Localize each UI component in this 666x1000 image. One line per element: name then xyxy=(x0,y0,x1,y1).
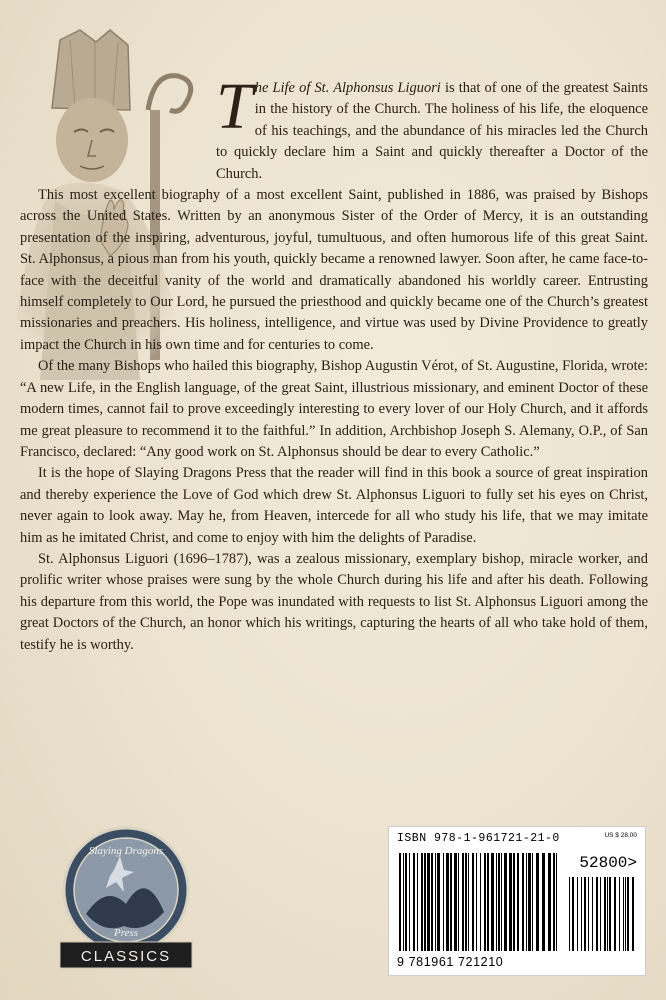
book-title: he Life of St. Alphonsus Liguori xyxy=(254,80,441,96)
drop-cap: T xyxy=(216,70,253,143)
intro-text: is that of one of the greatest Saints in the history of the Church. The holiness of his life, the eloquence of his teachings, and the abundance of his miracles led the Church to quickly declare him a Saint and quickly thereafter a Doctor of the Church. xyxy=(216,80,648,182)
isbn-label: ISBN 978-1-961721-21-0 xyxy=(397,832,560,845)
isbn-digits: 9 781961 721210 xyxy=(397,955,504,969)
seal-bottom-text: Press xyxy=(113,927,139,939)
barcode-bars xyxy=(397,853,637,953)
paragraph-intro xyxy=(216,70,648,185)
paragraph-saint-life: St. Alphonsus Liguori (1696–1787), was a zealous missionary, exemplary bishop, miracle worker, and prolific writer whose praises were sung by the whole Church during his life and after his death. Following his departure from this world, the Pope was inundated with requests to list St. Alphonsus Liguori among the great Doctors of the Church, an honor which his writings, capturing the hearts of all who take hold of them, testify he is worthy. xyxy=(20,550,648,653)
paragraph-bishops: Of the many Bishops who hailed this biography, Bishop Augustin Vérot, of St. Augustine, Florida, wrote: “A new Life, in the English language, of the great Saint, illustrious missionary, and eminent Doctor of these modern times, cannot fail to prove exceedingly interesting to every lover of our Holy Church, and it affords me great pleasure to recommend it to the faithful.” In addition, Archbishop Joseph S. Alemany, O.P., of San Francisco, declared: “Any good work on St. Alphonsus should be dear to every Catholic.” xyxy=(20,358,648,460)
isbn-barcode xyxy=(388,826,646,976)
price-code: 52800> xyxy=(579,854,637,872)
publisher-logo xyxy=(56,824,196,974)
back-cover-text xyxy=(20,70,648,656)
price-label: US $ 28.00 xyxy=(604,832,637,839)
seal-banner-text: CLASSICS xyxy=(80,948,172,965)
paragraph-biography: This most excellent biography of a most excellent Saint, published in 1886, was praised by Bishops across the United States. Written by an anonymous Sister of the Order of Mercy, it is an outstanding presentation of the inspiring, adventurous, joyful, tumultuous, and often humorous life of this great Saint. St. Alphonsus, a pious man from his youth, quickly became a renowned lawyer. Soon after, he came face-to-face with the deceitful vanity of the world and dramatically abandoned his worldly career. Entrusting himself completely to Our Lord, he pursued the priesthood and quickly became one of the Church’s greatest missionaries and preachers. His holiness, intelligence, and virtue was used by Divine Providence to greatly impact the Church in his own time and for centuries to come. xyxy=(20,187,648,353)
paragraph-hope: It is the hope of Slaying Dragons Press that the reader will find in this book a source of great inspiration and thereby experience the Love of God which drew St. Alphonsus Liguori to fully set his eyes on Christ, never again to look away. May he, from Heaven, intercede for all who study his life, that we may imitate him as he imitated Christ, and come to enjoy with him the delights of Paradise. xyxy=(20,465,648,546)
seal-top-text: Slaying Dragons xyxy=(88,845,164,857)
